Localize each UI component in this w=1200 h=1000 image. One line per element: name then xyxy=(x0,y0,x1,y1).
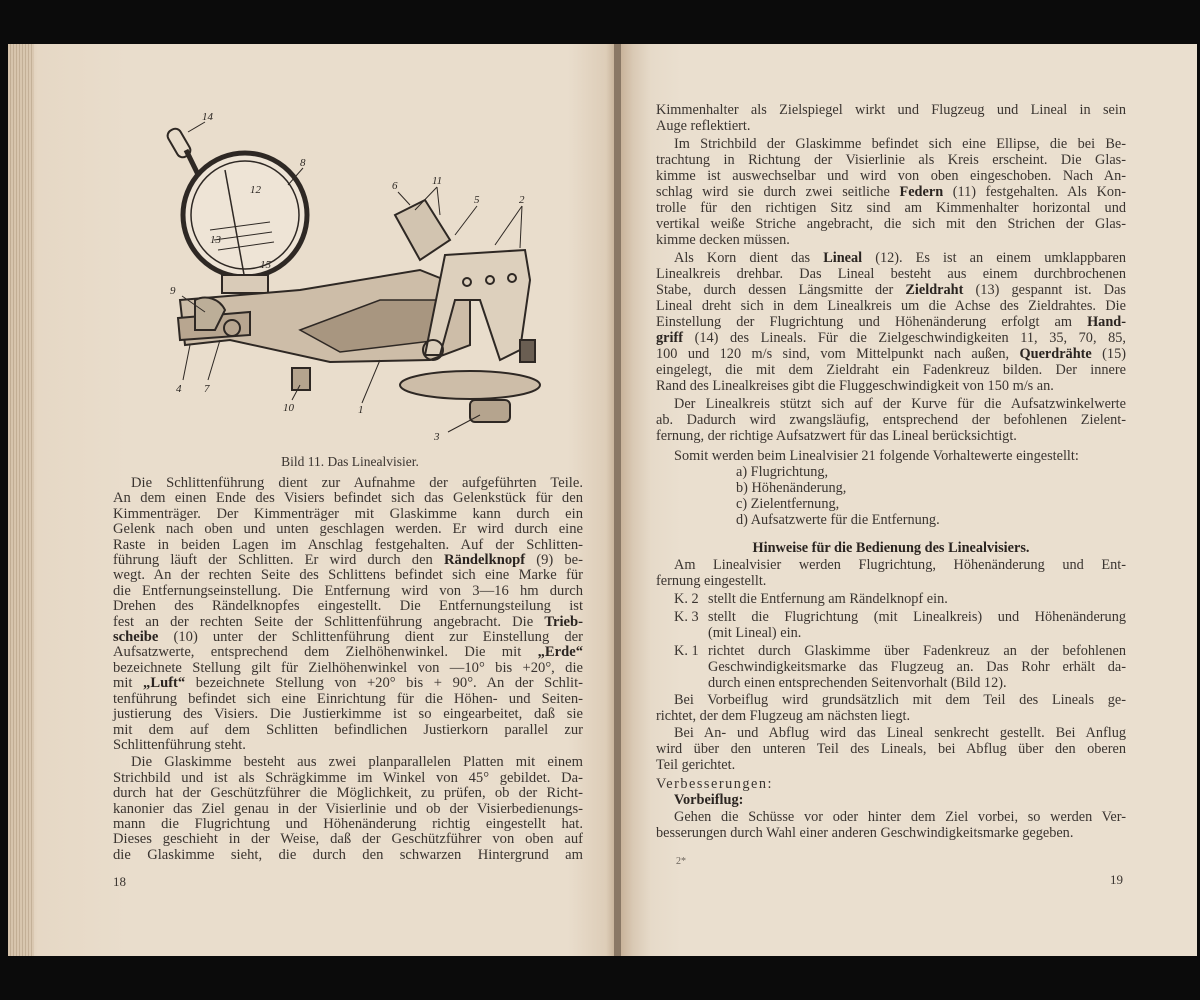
text-line: trachtung in Richtung der Visierlinie als Kreis erscheint. Die Glas- xyxy=(656,152,1126,168)
figure-linealvisier xyxy=(0,0,600,450)
text-segment: (11) festgehalten. Als Kon- xyxy=(943,184,1126,200)
text-line: fernung, der richtige Aufsatzwert für das Lineal berücksichtigt. xyxy=(656,428,1017,444)
text-line: Teil gerichtet. xyxy=(656,757,736,773)
text-line: Kimmenhalter als Zielspiegel wirkt und Flugzeug und Lineal in sein xyxy=(656,102,1126,118)
step-item xyxy=(656,643,1126,691)
text-line: die Glaskimme sieht, die durch den schwarzen Hintergrund am xyxy=(113,846,583,863)
text-line: eingelegt, die mit dem Zieldraht ein Fadenkreuz bilden. Der innere xyxy=(656,362,1126,378)
text-line xyxy=(113,615,583,630)
paragraph xyxy=(656,136,1126,248)
text-segment: schlag wird sie durch zwei seitliche xyxy=(656,184,900,200)
text-line: bezeichnete Stellung gilt für Zielhöhenwinkel von —10° bis +20°, die xyxy=(113,659,583,676)
subheading-vorbeiflug: Vorbeiflug: xyxy=(674,792,744,808)
page-number-left: 18 xyxy=(113,874,126,889)
text-segment: Aufsatzwerte, entsprechend dem Zielhöhenwinkel. Die mit xyxy=(113,644,538,661)
text-segment: (15) xyxy=(1091,346,1126,362)
text-line: d) Aufsatzwerte für die Entfernung. xyxy=(736,512,940,528)
book-spine xyxy=(614,44,621,956)
text-line: b) Höhenänderung, xyxy=(736,480,847,496)
text-line: Bei An- und Abflug wird das Lineal senkrecht gestellt. Bei Anflug xyxy=(674,725,1126,741)
text-line: Am Linealvisier werden Flugrichtung, Höhenänderung und Ent- xyxy=(674,557,1126,573)
text-segment: Einstellung der Flugrichtung und Höhenänderung erfolgt am xyxy=(656,314,1088,330)
text-line: durch einen entsprechenden Seitenvorhalt (Bild 12). xyxy=(708,675,1007,691)
figure-label: 14 xyxy=(202,111,213,123)
right-body-text xyxy=(656,102,1126,841)
text-line: kimme decken müssen. xyxy=(656,232,790,248)
text-line xyxy=(656,250,1126,266)
figure-label: 5 xyxy=(474,194,480,206)
bold-term: Querdrähte xyxy=(1019,346,1092,362)
text-segment: (13) gespannt ist. Das xyxy=(963,282,1126,298)
text-line: wird über den unteren Teil des Lineals, bei Abflug über den oberen xyxy=(656,741,1126,757)
text-line: vertikal weiße Striche angebracht, die sich mit den Strichen der Glas- xyxy=(656,216,1126,232)
text-line: Gelenk nach oben und unten geschlagen werden. Er wird durch eine xyxy=(113,521,583,538)
list-intro: Somit werden beim Linealvisier 21 folgende Vorhaltewerte eingestellt: xyxy=(674,448,1079,464)
step-label: K. 3 xyxy=(674,609,699,625)
text-line: trolle für den richtigen Sitz sind am Kimmenhalter horizontal und xyxy=(656,200,1126,216)
bold-term: Federn xyxy=(899,184,944,200)
text-line: kimme ist auswechselbar und wird von oben eingeschoben. Nach An- xyxy=(656,168,1126,184)
text-line: durch hat der Geschützführer die Möglichkeit, zu prüfen, ob der Richt- xyxy=(113,785,583,802)
left-body-text xyxy=(113,476,583,863)
text-line: tenführung befindet sich eine Einrichtung für die Höhen- und Seiten- xyxy=(113,690,583,707)
text-segment: (12). Es ist an einem umklappbaren xyxy=(862,250,1127,266)
text-line xyxy=(113,553,583,568)
text-line: ab. Dadurch wird zwangsläufig, entsprechend der befohlenen Zielent- xyxy=(656,412,1126,428)
figure-label: 15 xyxy=(260,259,271,271)
text-segment: bezeichnete Stellung von +20° bis + 90°. An der Schlit- xyxy=(185,675,584,692)
figure-label: 8 xyxy=(300,157,306,169)
text-line: Im Strichbild der Glaskimme befindet sich eine Ellipse, die bei Be- xyxy=(674,136,1126,152)
text-line xyxy=(656,314,1126,330)
text-line: An dem einen Ende des Visiers befindet sich das Gelenkstück für den xyxy=(113,490,583,507)
figure-label: 2 xyxy=(519,194,525,206)
step-label: K. 1 xyxy=(674,643,699,659)
text-segment: (9) be- xyxy=(525,552,584,569)
text-line xyxy=(656,282,1126,298)
text-segment: (14) des Lineals. Für die Zielgeschwindigkeiten 11, 35, 70, 85, xyxy=(683,330,1126,346)
step-label: K. 2 xyxy=(674,591,699,607)
paragraph xyxy=(656,102,1126,134)
section-heading: Hinweise für die Bedienung des Linealvisiers. xyxy=(752,540,1030,556)
bold-term: Trieb- xyxy=(544,613,583,630)
figure-label: 10 xyxy=(283,402,294,414)
bold-term: griff xyxy=(656,330,683,346)
text-line: c) Zielentfernung, xyxy=(736,496,840,512)
paragraph xyxy=(656,557,1126,589)
paragraph xyxy=(656,809,1126,841)
text-segment: fest an der rechten Seite der Schlittenführung angebracht. Die xyxy=(113,613,545,630)
text-line: richtet, der dem Flugzeug am nächsten liegt. xyxy=(656,708,911,724)
text-line: Raste in beiden Lagen im Anschlag festgehalten. Auf der Schlitten- xyxy=(113,536,583,553)
subheading-verbesserungen: Verbesserungen: xyxy=(656,776,773,792)
text-line: stellt die Entfernung am Rändelknopf ein. xyxy=(708,591,948,607)
text-line: mann die Flugrichtung und Höhenänderung richtig eingestellt hat. xyxy=(113,815,583,832)
text-line: Geschwindigkeitsmarke das Flugzeug an. Das Rohr erhält da- xyxy=(708,659,1126,675)
text-segment: Stabe, durch dessen Längsmitte der xyxy=(656,282,906,298)
paragraph xyxy=(656,396,1126,444)
text-line: die Entfernungseinstellung. Die Entfernung wird von 3—16 hm durch xyxy=(113,582,583,599)
text-line: richtet durch Glaskimme über Fadenkreuz an der befohlenen xyxy=(708,643,1126,659)
signature-mark: 2* xyxy=(676,856,686,867)
figure-caption: Bild 11. Das Linealvisier. xyxy=(281,454,419,469)
text-line: Bei Vorbeiflug wird grundsätzlich mit dem Teil des Lineals ge- xyxy=(674,692,1126,708)
text-line: Die Schlittenführung dient zur Aufnahme der aufgeführten Teile. xyxy=(131,475,583,491)
text-line xyxy=(113,676,583,691)
figure-label: 1 xyxy=(358,404,364,416)
text-line: stellt die Flugrichtung (mit Linealkreis) und Höhenänderung xyxy=(708,609,1126,625)
text-line xyxy=(113,630,583,645)
text-line: Strichbild und ist als Schrägkimme im Winkel von 45° gebildet. Da- xyxy=(113,769,583,786)
figure-label: 11 xyxy=(432,175,443,187)
text-line: justierung des Visiers. Die Justierkimme ist so eingearbeitet, daß sie xyxy=(113,706,583,723)
text-line xyxy=(656,330,1126,346)
paragraph xyxy=(656,725,1126,773)
text-line: Dieses geschieht in der Weise, daß der Geschützführer von oben auf xyxy=(113,831,583,848)
text-line: Drehen des Rändelknopfes eingestellt. Die Entfernungsteilung ist xyxy=(113,598,583,615)
bold-term: Lineal xyxy=(823,250,863,266)
text-segment: (10) unter der Schlittenführung dient zur Einstellung der xyxy=(158,629,583,646)
text-line: fernung eingestellt. xyxy=(656,573,767,589)
bold-term: „Erde“ xyxy=(537,644,583,661)
figure-label: 12 xyxy=(250,184,261,196)
text-line: mit dem auf dem Schlitten befindlichen Justierkorn parallel zur xyxy=(113,721,583,738)
text-line: Auge reflektiert. xyxy=(656,118,751,134)
text-line: Schlittenführung steht. xyxy=(113,736,246,753)
text-line: Die Glaskimme besteht aus zwei planparallelen Platten mit einem xyxy=(131,754,583,771)
text-line xyxy=(656,346,1126,362)
figure-label: 7 xyxy=(204,383,210,395)
paragraph xyxy=(656,250,1126,394)
text-line: (mit Lineal) ein. xyxy=(708,625,802,641)
text-segment: Als Korn dient das xyxy=(674,250,824,266)
bold-term: Hand- xyxy=(1087,314,1126,330)
paragraph xyxy=(113,476,583,753)
text-line: Der Linealkreis stützt sich auf der Kurve für die Aufsatzwinkelwerte xyxy=(674,396,1126,412)
bold-term: scheibe xyxy=(113,629,159,646)
text-line: wegt. An der rechten Seite des Schlittens befindet sich eine Marke für xyxy=(113,567,583,584)
text-line: Gehen die Schüsse vor oder hinter dem Ziel vorbei, so werden Ver- xyxy=(674,809,1126,825)
page-number-right: 19 xyxy=(1110,872,1123,887)
text-line: a) Flugrichtung, xyxy=(736,464,829,480)
bold-term: Rändelknopf xyxy=(443,552,526,569)
text-segment: 100 und 120 m/s sind, vom Mittelpunkt nach außen, xyxy=(656,346,1020,362)
text-line xyxy=(656,184,1126,200)
text-line: Linealkreis drehbar. Das Lineal besteht aus einem durchbrochenen xyxy=(656,266,1126,282)
bold-term: Zieldraht xyxy=(905,282,964,298)
figure-label: 13 xyxy=(210,234,221,246)
text-line: Lineal dreht sich in dem Linealkreis um die Achse des Zieldrahtes. Die xyxy=(656,298,1126,314)
text-line: kanonier das Ziel genau in der Visierlinie und ob der Visierbedienungs- xyxy=(113,800,583,817)
figure-label: 4 xyxy=(176,383,182,395)
text-segment: mit xyxy=(113,675,144,692)
step-item xyxy=(656,591,1126,607)
figure-label: 9 xyxy=(170,285,176,297)
text-line xyxy=(113,645,583,660)
step-item xyxy=(656,609,1126,641)
text-line: Kimmenträger. Der Kimmenträger mit Glaskimme kann durch ein xyxy=(113,505,583,522)
bold-term: „Luft“ xyxy=(143,675,186,692)
text-line: Rand des Linealkreises gibt die Fluggeschwindigkeit von 150 m/s an. xyxy=(656,378,1054,394)
paragraph xyxy=(656,692,1126,724)
text-line: besserungen durch Wahl einer anderen Geschwindigkeitsmarke gegeben. xyxy=(656,825,1074,841)
text-segment: führung läuft der Schlitten. Er wird durch den xyxy=(113,552,444,569)
paragraph xyxy=(113,755,583,863)
figure-label: 6 xyxy=(392,180,398,192)
figure-label: 3 xyxy=(434,431,440,443)
